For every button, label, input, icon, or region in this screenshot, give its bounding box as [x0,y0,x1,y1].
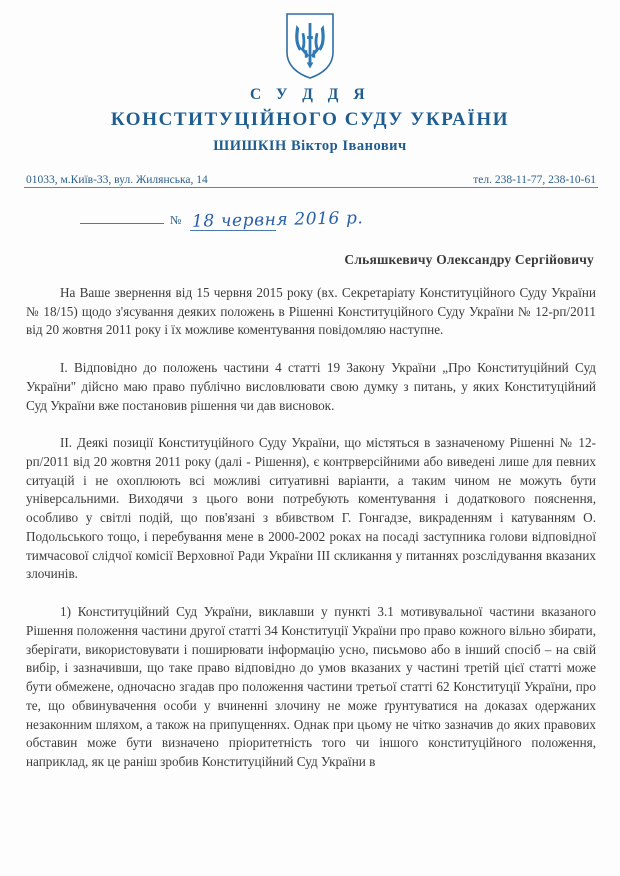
letterhead-title-judge: С У Д Д Я [249,86,371,103]
addressee: Сльяшкевичу Олександру Сергійовичу [344,251,594,267]
dateline-number-symbol: № [170,212,182,227]
body-paragraph-i: I. Відповідно до положень частини 4 статті 19 Закону України „Про Конституційний Суд України" дійсно маю право публічно висловлювати свою думку з питань, у яких Конституційний Суд України вже постановив рішення чи дав висновок. [26,360,596,413]
letter-body [26,284,596,772]
letterhead-judge-name: ШИШКІН Віктор Іванович [213,137,407,154]
body-paragraph-1: 1) Конституційний Суд України, виклавши у пункті 3.1 мотивувальної частини вказаного Рішення положення частини другої статті 34 Конституції України про право кожного вільно збирати, зберігати, використовувати і поширювати інформацію усно, письмово або в інший спосіб – на свій вибір, і зазначивши, що таке право відповідно до умов вказаних у частині третій цієї статті може бути обмежене, одночасно згадав про положення частини третьої статті 62 Конституції України, про те, що обвинувачення особи у вчиненні злочину не може ґрунтуватися на доказах одержаних незаконним шляхом, а також на припущеннях. Однак при цьому не чітко зазначив до яких правових обставин може бути визначено пріоритетність того чи іншого конституційного положення, наприклад, як це раніш зробив Конституційний Суд України в [26,604,596,770]
ukrainian-trident-coat-of-arms-icon [284,12,336,80]
body-paragraph-intro: На Ваше звернення від 15 червня 2015 року (вх. Секретаріату Конституційного Суду України № 18/15) щодо з'ясування деяких положень в Рішенні Конституційного Суду України № 12-рп/2011 від 20 жовтня 2011 року і їх можливе коментування повідомляю наступне. [26,284,596,338]
dateline-blank-rule [80,222,164,224]
letterhead-phone: тел. 238-11-77, 238-10-61 [473,173,596,186]
body-paragraph-ii: II. Деякі позиції Конституційного Суду України, що містяться в зазначеному Рішенні № 12-рп/2011 від 20 жовтня 2011 року (далі - Рішення), є контрверсійними або виведені лише для певних ситуацій і не охоплюють всі можливі ситуативні варіанти, а таким чином не можуть бути універсальними. Виходячи з цього вони потребують коментування і додаткового пояснення, особливо у світлі подій, що пов'язані з вбивством Г. Гонгадзе, викраденням і катуванням О. Подольського тощо, і перебування мене в 2000-2002 роках на посаді заступника голови відповідної тимчасової слідчої комісії Верховної Ради України III скликання у питаннях розслідування вказаних злочинів. [26,435,596,582]
letterhead [0,0,620,155]
letterhead-contact-row [24,169,598,188]
letterhead-address: 01033, м.Київ-33, вул. Жилянська, 14 [26,173,208,186]
letterhead-title-court: КОНСТИТУЦІЙНОГО СУДУ УКРАЇНИ [110,109,510,131]
dateline-handwritten-date: 18 червня 2016 р. [191,208,364,232]
dateline [24,196,596,230]
